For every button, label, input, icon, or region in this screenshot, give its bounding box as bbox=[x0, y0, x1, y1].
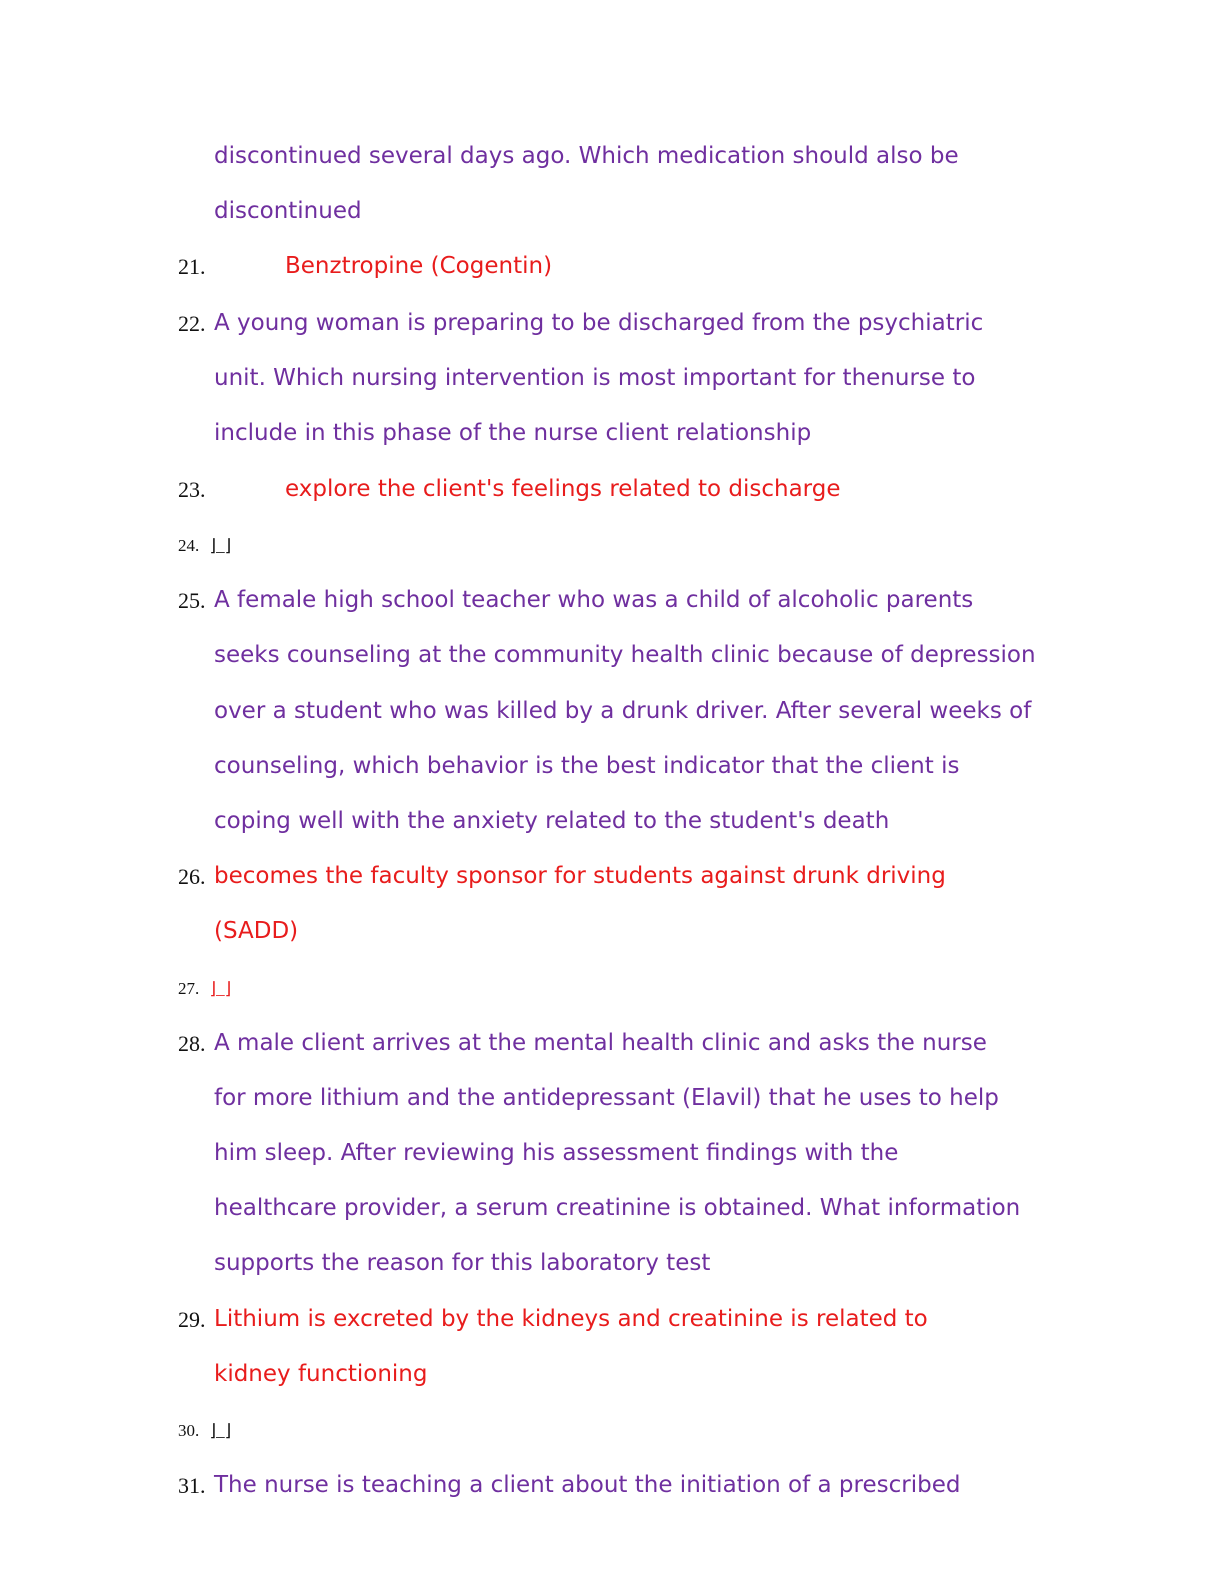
question-line: counseling, which behavior is the best indicator that the client is bbox=[214, 753, 960, 779]
item-number bbox=[178, 531, 231, 561]
blank-mark: ⌋_⌋ bbox=[209, 1421, 232, 1440]
question-line: A female high school teacher who was a child of alcoholic parents bbox=[214, 587, 974, 613]
item-number bbox=[178, 974, 231, 1004]
question-line: over a student who was killed by a drunk driver. After several weeks of bbox=[214, 698, 1032, 724]
answer-line: becomes the faculty sponsor for students against drunk driving bbox=[214, 863, 946, 889]
item-number bbox=[178, 1416, 231, 1446]
answer-line: Lithium is excreted by the kidneys and creatinine is related to bbox=[214, 1306, 928, 1332]
answer-line: kidney functioning bbox=[214, 1361, 428, 1387]
question-line: The nurse is teaching a client about the initiation of a prescribed bbox=[214, 1472, 961, 1498]
question-line: A young woman is preparing to be discharged from the psychiatric bbox=[214, 310, 984, 336]
question-line: include in this phase of the nurse client relationship bbox=[214, 420, 812, 446]
question-line: supports the reason for this laboratory test bbox=[214, 1250, 711, 1276]
item-number: 29. bbox=[178, 1307, 206, 1332]
question-line: unit. Which nursing intervention is most important for thenurse to bbox=[214, 365, 976, 391]
question-line: discontinued bbox=[214, 198, 362, 224]
item-number: 23. bbox=[178, 477, 206, 502]
question-line: for more lithium and the antidepressant (Elavil) that he uses to help bbox=[214, 1085, 999, 1111]
answer-line: (SADD) bbox=[214, 918, 299, 944]
question-line: seeks counseling at the community health clinic because of depression bbox=[214, 642, 1036, 668]
item-number: 31. bbox=[178, 1473, 206, 1498]
item-number: 28. bbox=[178, 1031, 206, 1056]
answer-line: explore the client's feelings related to discharge bbox=[285, 476, 841, 502]
question-line: healthcare provider, a serum creatinine is obtained. What information bbox=[214, 1195, 1021, 1221]
item-number: 25. bbox=[178, 588, 206, 613]
item-number: 22. bbox=[178, 311, 206, 336]
question-line: him sleep. After reviewing his assessment findings with the bbox=[214, 1140, 899, 1166]
question-line: discontinued several days ago. Which medication should also be bbox=[214, 143, 959, 169]
item-number: 21. bbox=[178, 254, 206, 279]
item-number-text: 27. bbox=[178, 979, 200, 998]
blank-mark: ⌋_⌋ bbox=[209, 536, 232, 555]
item-number-text: 24. bbox=[178, 536, 200, 555]
question-line: coping well with the anxiety related to the student's death bbox=[214, 808, 890, 834]
blank-mark: ⌋_⌋ bbox=[209, 979, 232, 998]
item-number-text: 30. bbox=[178, 1421, 200, 1440]
item-number: 26. bbox=[178, 864, 206, 889]
question-line: A male client arrives at the mental health clinic and asks the nurse bbox=[214, 1030, 987, 1056]
answer-line: Benztropine (Cogentin) bbox=[285, 253, 553, 279]
